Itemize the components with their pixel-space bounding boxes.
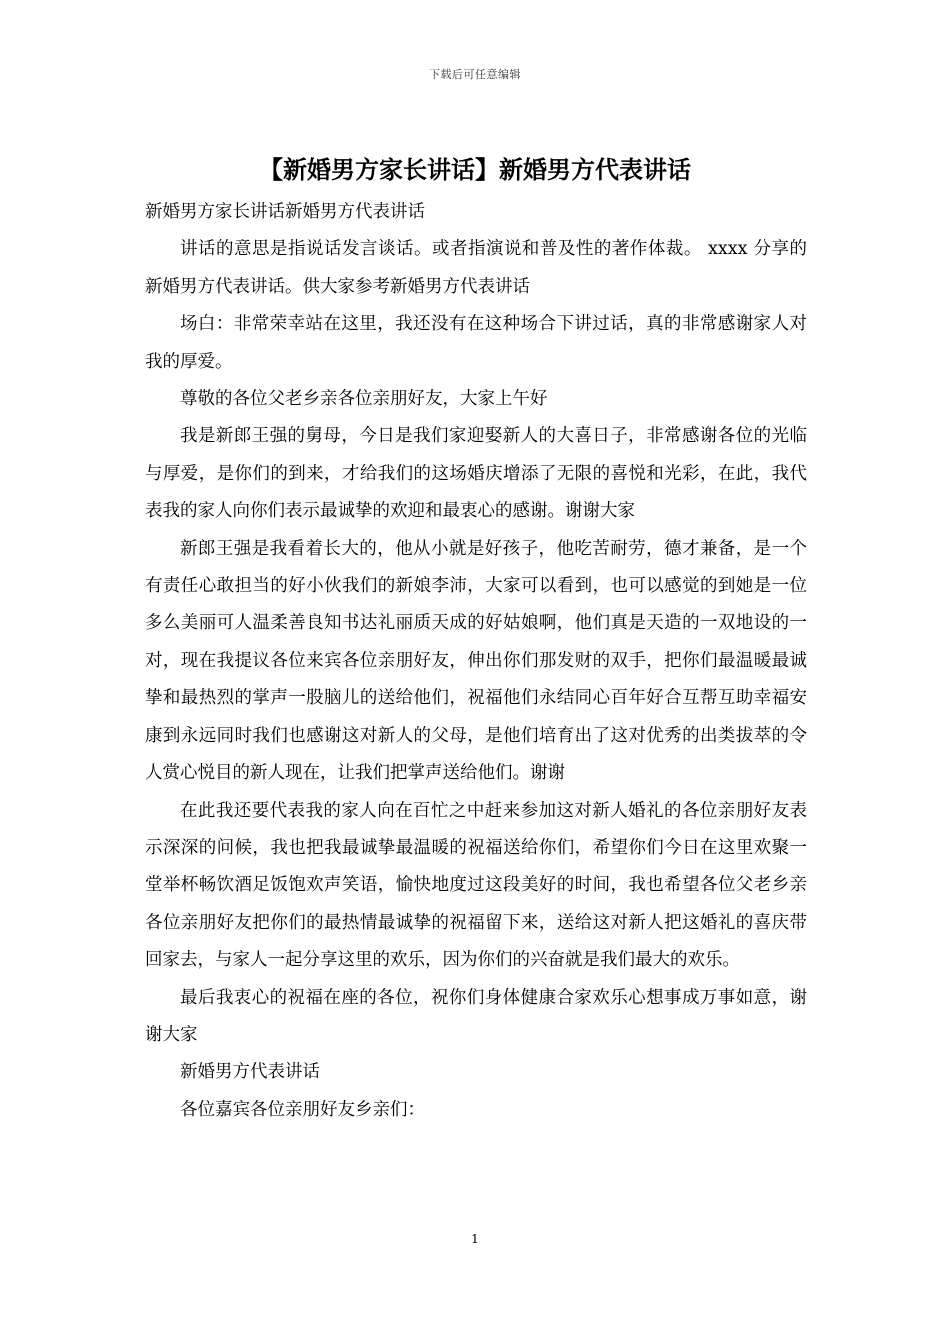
paragraph: 在此我还要代表我的家人向在百忙之中赶来参加这对新人婚礼的各位亲朋好友表示深深的问候，我也把我最诚挚最温暖的祝福送给你们，希望你们今日在这里欢聚一堂举杯畅饮酒足饭饱欢声笑语，愉快地度过这段美好的时间，我也希望各位父老乡亲各位亲朋好友把你们的最热情最诚挚的祝福留下来，送给这对新人把这婚礼的喜庆带回家去，与家人一起分享这里的欢乐，因为你们的兴奋就是我们最大的欢乐。 (145, 800, 807, 971)
document-body (145, 194, 807, 1129)
header-note: 下载后可任意编辑 (429, 68, 521, 81)
paragraph: 各位嘉宾各位亲朋好友乡亲们： (180, 1099, 425, 1120)
paragraph: 场白：非常荣幸站在这里，我还没有在这种场合下讲过话，真的非常感谢家人对我的厚爱。 (145, 314, 807, 372)
paragraph: 讲话的意思是指说话发言谈话。或者指演说和普及性的著作体裁。 xxxx 分享的新婚男方代表讲话。供大家参考新婚男方代表讲话 (145, 239, 807, 297)
paragraph: 最后我衷心的祝福在座的各位，祝你们身体健康合家欢乐心想事成万事如意，谢谢大家 (145, 987, 807, 1045)
paragraph: 新郎王强是我看着长大的，他从小就是好孩子，他吃苦耐劳，德才兼备，是一个有责任心敢担当的好小伙我们的新娘李沛，大家可以看到，也可以感觉的到她是一位多么美丽可人温柔善良知书达礼丽质天成的好姑娘啊，他们真是天造的一双地设的一对，现在我提议各位来宾各位亲朋好友，伸出你们那发财的双手，把你们最温暖最诚挚和最热烈的掌声一股脑儿的送给他们，祝福他们永结同心百年好合互帮互助幸福安康到永远同时我们也感谢这对新人的父母，是他们培育出了这对优秀的出类拔萃的令人赏心悦目的新人现在，让我们把掌声送给他们。谢谢 (145, 538, 807, 784)
paragraph: 新婚男方代表讲话 (180, 1062, 320, 1083)
document-title: 【新婚男方家长讲话】新婚男方代表讲话 (259, 155, 691, 184)
page-number: 1 (471, 1232, 479, 1246)
paragraph-subtitle: 新婚男方家长讲话新婚男方代表讲话 (145, 202, 425, 222)
paragraph: 我是新郎王强的舅母，今日是我们家迎娶新人的大喜日子，非常感谢各位的光临与厚爱，是你们的到来，才给我们的这场婚庆增添了无限的喜悦和光彩，在此，我代表我的家人向你们表示最诚挚的欢迎和最衷心的感谢。谢谢大家 (145, 426, 807, 522)
paragraph: 尊敬的各位父老乡亲各位亲朋好友，大家上午好 (180, 389, 548, 410)
